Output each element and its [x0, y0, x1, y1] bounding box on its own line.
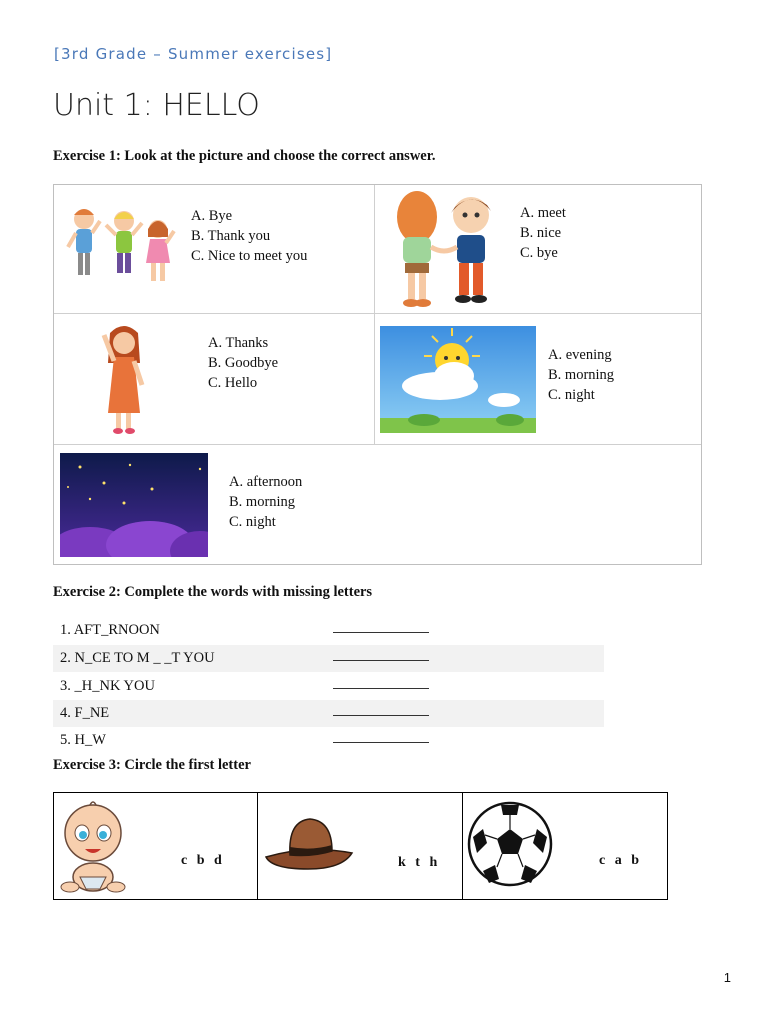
hat-picture: [262, 815, 356, 871]
list-item: 4. F_NE: [53, 700, 604, 727]
answer-blank[interactable]: [333, 660, 429, 661]
list-item: 1. AFT_RNOON: [53, 617, 604, 644]
ex1-cell1-options: A. Bye B. Thank you C. Nice to meet you: [191, 208, 308, 264]
answer-blank[interactable]: [333, 688, 429, 689]
girl-waving-picture: [88, 323, 158, 435]
grade-header: [3rd Grade – Summer exercises]: [54, 45, 333, 63]
exercise3-table: [53, 792, 668, 900]
two-kids-holding-hands-picture: [379, 187, 509, 311]
exercise3-heading: Exercise 3: Circle the first letter: [53, 757, 251, 773]
answer-blank[interactable]: [333, 742, 429, 743]
morning-sun-clouds-picture: [380, 326, 536, 433]
answer-blank[interactable]: [333, 632, 429, 633]
ex1-cell5-options: A. afternoon B. morning C. night: [229, 474, 303, 530]
soccer-ball-picture: [467, 799, 553, 889]
night-sky-moon-picture: [60, 453, 208, 557]
unit-title: Unit 1: HELLO: [53, 88, 260, 123]
exercise1-heading: Exercise 1: Look at the picture and choose the correct answer.: [53, 148, 436, 164]
three-kids-waving-picture: [62, 201, 180, 293]
ex1-cell3-options: A. Thanks B. Goodbye C. Hello: [208, 335, 279, 391]
answer-blank[interactable]: [333, 715, 429, 716]
exercise1-table: [53, 184, 702, 565]
letter-choices[interactable]: k t h: [398, 855, 441, 870]
letter-choices[interactable]: c b d: [181, 853, 225, 868]
exercise2-heading: Exercise 2: Complete the words with missing letters: [53, 584, 373, 600]
list-item: 5. H_W: [53, 727, 604, 754]
list-item: 2. N_CE TO M _ _T YOU: [53, 645, 604, 672]
list-item: 3. _H_NK YOU: [53, 673, 604, 700]
ex1-cell4-options: A. evening B. morning C. night: [548, 347, 615, 403]
letter-choices[interactable]: c a b: [599, 853, 642, 868]
page-number: 1: [723, 970, 731, 985]
baby-picture: [60, 797, 126, 895]
ex1-cell2-options: A. meet B. nice C. bye: [520, 205, 566, 261]
